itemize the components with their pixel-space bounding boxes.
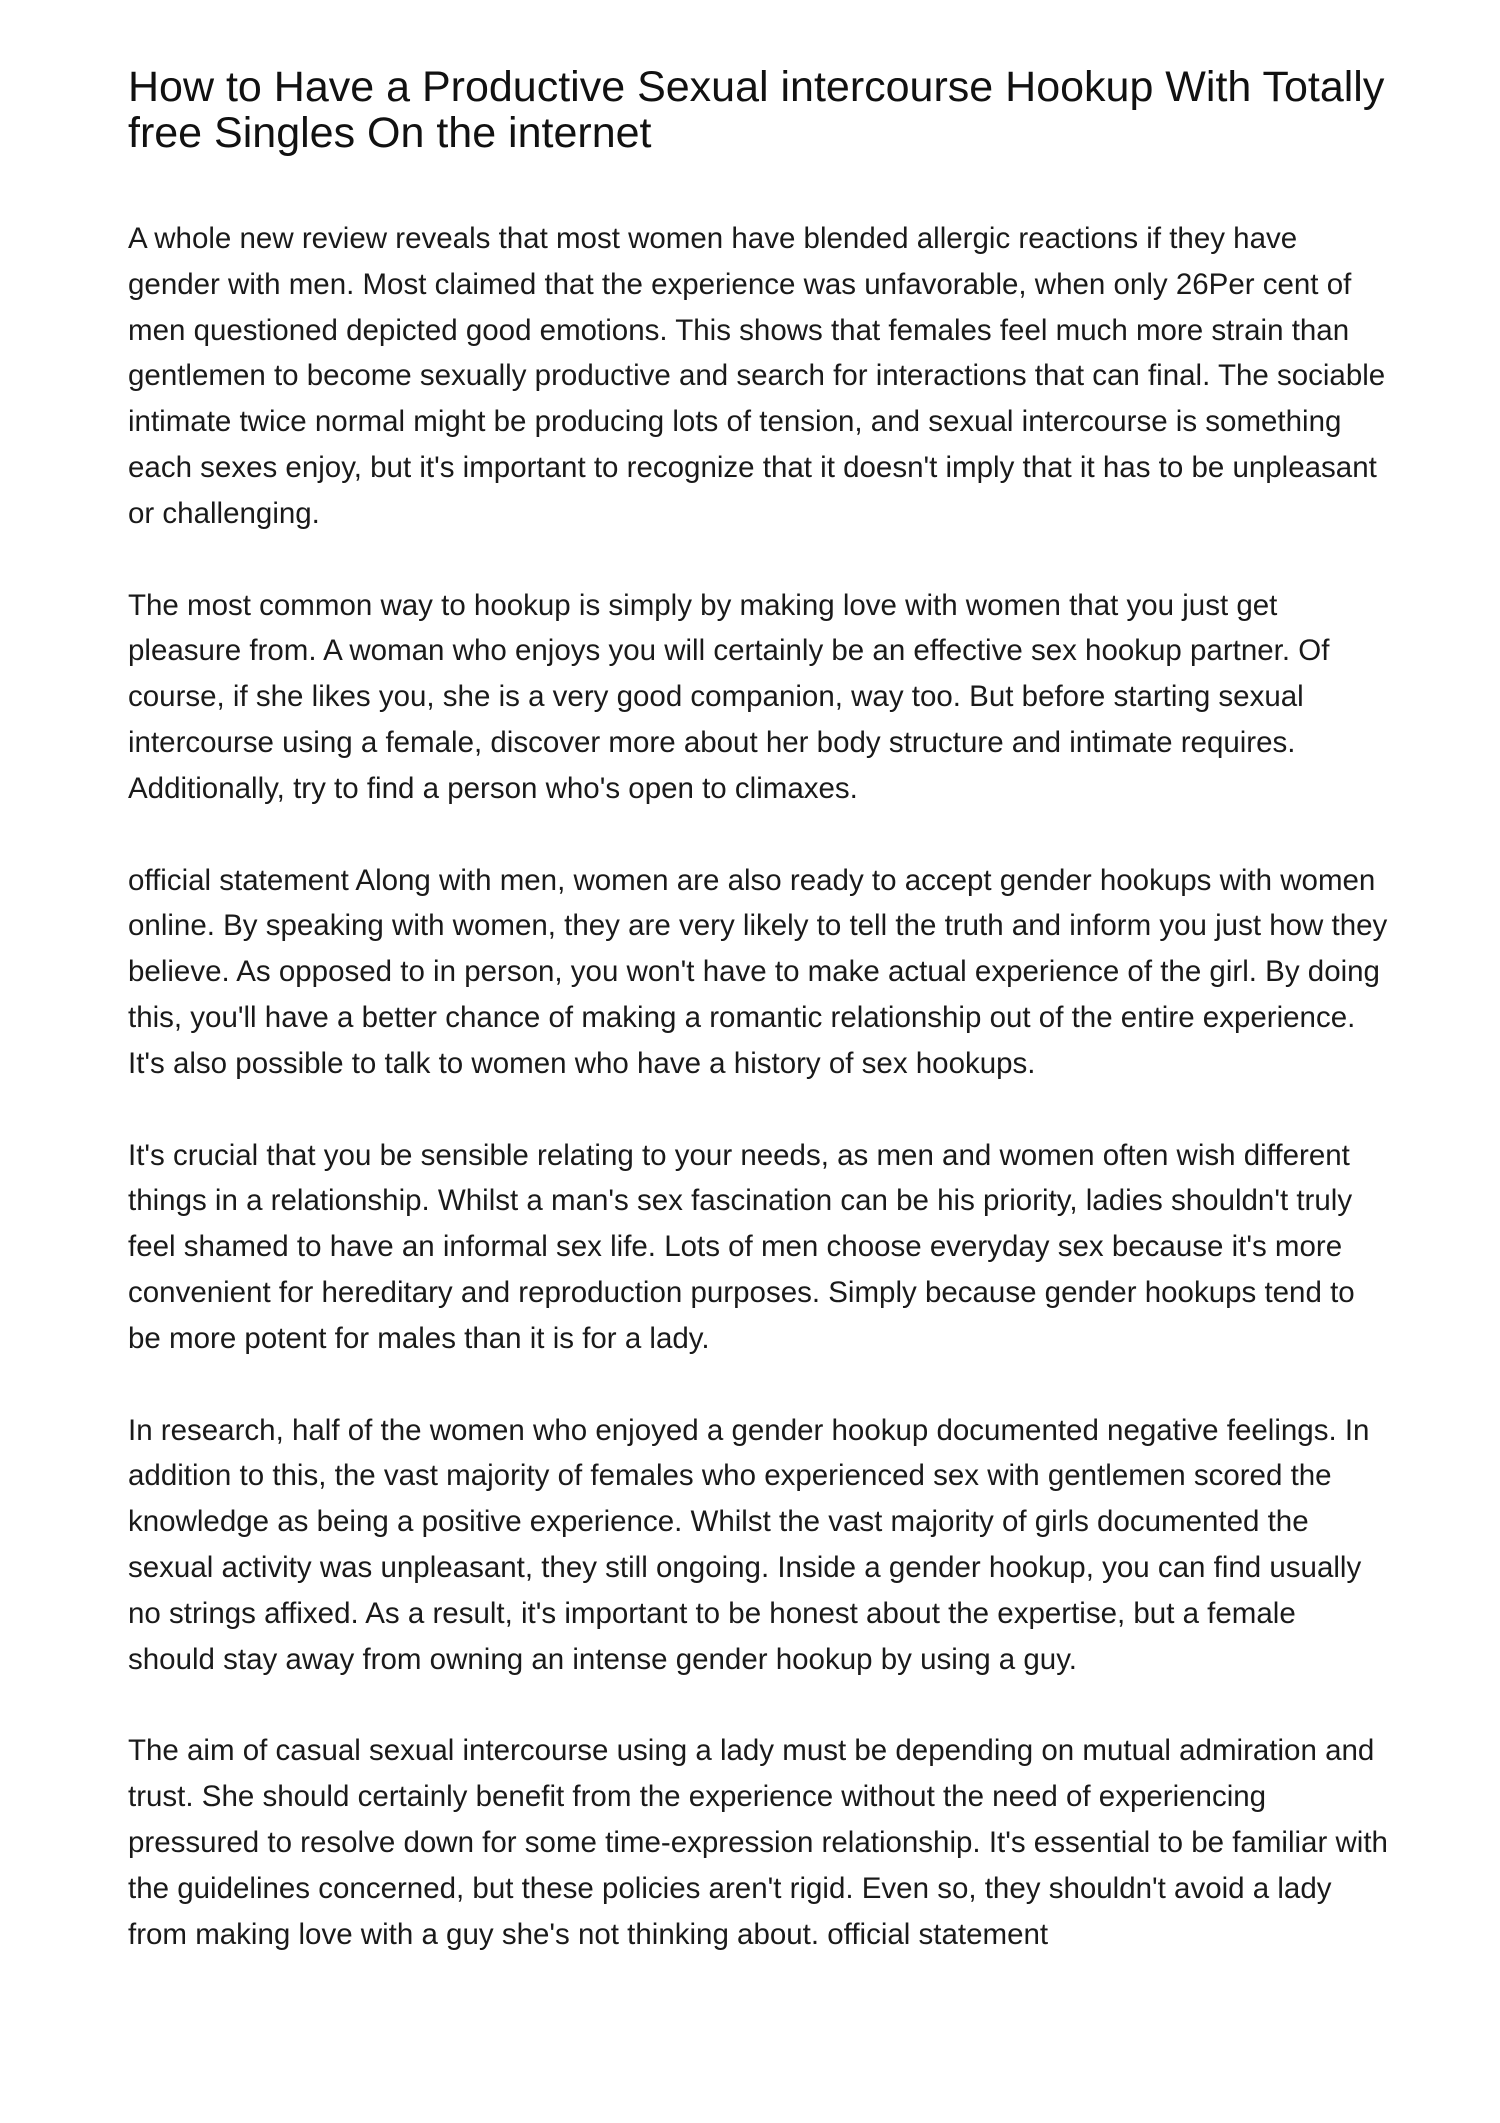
paragraph-1: A whole new review reveals that most women have blended allergic reactions if they have gender with men. Most claimed that the experience was unfavorable, when only 26Per cent of men questioned depicted good emotions. This shows that females feel much more strain than gentlemen to become sexually productive and search for interactions that can final. The sociable intimate twice normal might be producing lots of tension, and sexual intercourse is something each sexes enjoy, but it's important to recognize that it doesn't imply that it has to be unpleasant or challenging. (128, 222, 1386, 530)
document-title: How to Have a Productive Sexual intercourse Hookup With Totally free Singles On the internet (128, 63, 1385, 157)
document-body (128, 216, 1388, 1957)
paragraph-6: The aim of casual sexual intercourse using a lady must be depending on mutual admiration and trust. She should certainly benefit from the experience without the need of experiencing pressured to resolve down for some time-expression relationship. It's essential to be familiar with the guidelines concerned, but these policies aren't rigid. Even so, they shouldn't avoid a lady from making love with a guy she's not thinking about. official statement (128, 1734, 1388, 1951)
paragraph-5: In research, half of the women who enjoyed a gender hookup documented negative feelings. In addition to this, the vast majority of females who experienced sex with gentlemen scored the knowledge as being a positive experience. Whilst the vast majority of girls documented the sexual activity was unpleasant, they still ongoing. Inside a gender hookup, you can find usually no strings affixed. As a result, it's important to be honest about the expertise, but a female should stay away from owning an intense gender hookup by using a guy. (128, 1413, 1370, 1676)
paragraph-2: The most common way to hookup is simply by making love with women that you just get pleasure from. A woman who enjoys you will certainly be an effective sex hookup partner. Of course, if she likes you, she is a very good companion, way too. But before starting sexual intercourse using a female, discover more about her body structure and intimate requires. Additionally, try to find a person who's open to climaxes. (128, 588, 1330, 805)
document-page (128, 64, 1388, 2003)
paragraph-4: It's crucial that you be sensible relating to your needs, as men and women often wish different things in a relationship. Whilst a man's sex fascination can be his priority, ladies shouldn't truly feel shamed to have an informal sex life. Lots of men choose everyday sex because it's more convenient for hereditary and reproduction purposes. Simply because gender hookups tend to be more potent for males than it is for a lady. (128, 1138, 1355, 1355)
paragraph-3: official statement Along with men, women are also ready to accept gender hookups with women online. By speaking with women, they are very likely to tell the truth and inform you just how they believe. As opposed to in person, you won't have to make actual experience of the girl. By doing this, you'll have a better chance of making a romantic relationship out of the entire experience. It's also possible to talk to women who have a history of sex hookups. (128, 863, 1388, 1080)
